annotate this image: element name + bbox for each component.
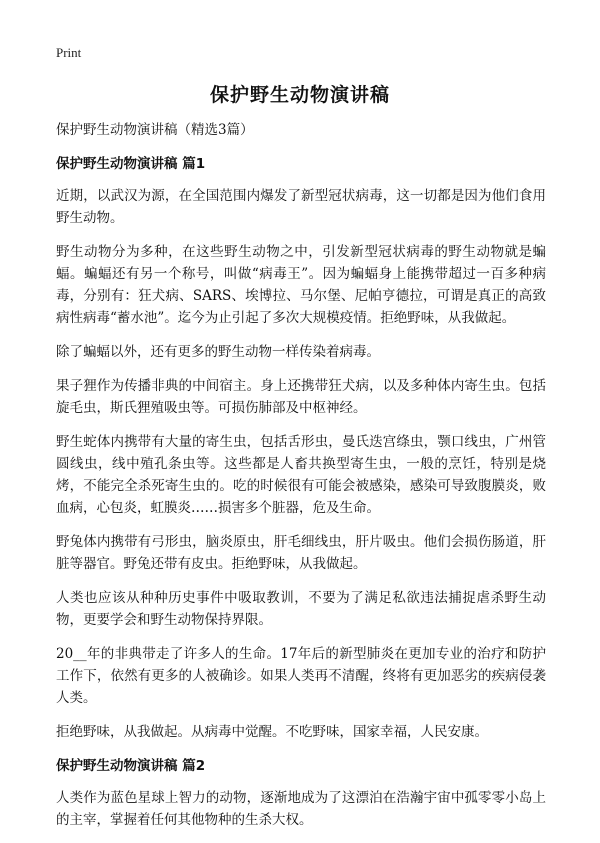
print-link[interactable]: Print xyxy=(56,45,82,60)
section-heading: 保护野生动物演讲稿 篇2 xyxy=(56,758,206,774)
paragraph: 野生蛇体内携带有大量的寄生虫，包括舌形虫，曼氏迭宫绦虫，颚口线虫，广州管圆线虫，线中殖孔条虫等。这些都是人畜共换型寄生虫，一般的烹饪，特别是烧烤，不能完全杀死寄生虫的。吃的时候很有可能会被感染，感染可导致腹膜炎，败血病，心包炎，虹膜炎……损害多个脏器，危及生命。 xyxy=(56,434,546,516)
paragraph: 人类作为蓝色星球上智力的动物，逐渐地成为了这漂泊在浩瀚宇宙中孤零零小岛上的主宰，掌握着任何其他物种的生杀大权。 xyxy=(56,790,546,828)
document-subtitle: 保护野生动物演讲稿（精选3篇） xyxy=(56,122,254,138)
paragraph: 拒绝野味，从我做起。从病毒中觉醒。不吃野味，国家幸福，人民安康。 xyxy=(56,724,488,740)
page-title: 保护野生动物演讲稿 xyxy=(209,84,390,106)
paragraph: 野兔体内携带有弓形虫，脑炎原虫，肝毛细线虫，肝片吸虫。他们会损伤肠道，肝脏等器官。野兔还带有皮虫。拒绝野味，从我做起。 xyxy=(56,534,546,572)
paragraph: 除了蝙蝠以外，还有更多的野生动物一样传染着病毒。 xyxy=(56,344,380,360)
section-heading: 保护野生动物演讲稿 篇1 xyxy=(56,156,206,172)
paragraph: 野生动物分为多种，在这些野生动物之中，引发新型冠状病毒的野生动物就是蝙蝠。蝙蝠还有另一个称号，叫做“病毒王”。因为蝙蝠身上能携带超过一百多种病毒，分别有：狂犬病、SARS、埃博拉、马尔堡、尼帕亨德拉，可谓是真正的高致病性病毒“蓄水池”。迄今为止引起了多次大规模疫情。拒绝野味，从我做起。 xyxy=(56,244,546,326)
document-body xyxy=(56,119,546,843)
paragraph: 近期，以武汉为源，在全国范围内爆发了新型冠状病毒，这一切都是因为他们食用野生动物。 xyxy=(56,188,546,226)
paragraph: 果子狸作为传播非典的中间宿主。身上还携带狂犬病，以及多种体内寄生虫。包括旋毛虫，斯氏狸殖吸虫等。可损伤肺部及中枢神经。 xyxy=(56,378,546,416)
paragraph: 20__年的非典带走了许多人的生命。17年后的新型肺炎在更加专业的治疗和防护工作下，依然有更多的人被确诊。如果人类再不清醒，终将有更加恶劣的疾病侵袭人类。 xyxy=(56,646,546,706)
paragraph: 人类也应该从种种历史事件中吸取教训，不要为了满足私欲违法捕捉虐杀野生动物，更要学会和野生动物保持界限。 xyxy=(56,590,546,628)
